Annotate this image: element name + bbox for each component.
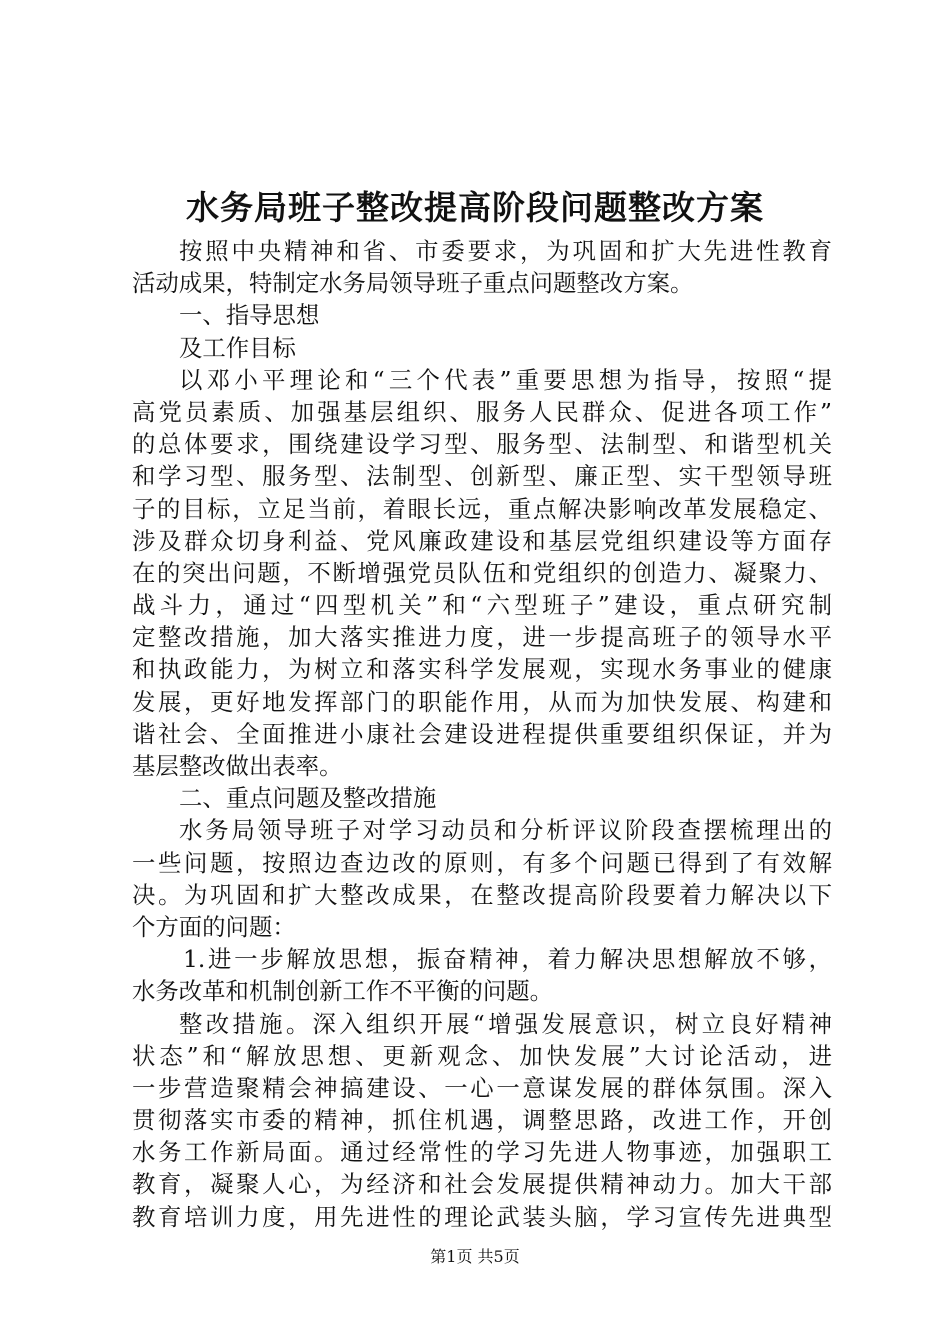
body-line: 贯彻落实市委的精神，抓住机遇，调整思路，改进工作，开创 xyxy=(132,1106,832,1135)
body-line: 状态”和“解放思想、更新观念、加快发展”大讨论活动，进 xyxy=(132,1041,832,1070)
body-line: 高党员素质、加强基层组织、服务人民群众、促进各项工作” xyxy=(132,397,832,426)
body-line: 整改措施。深入组织开展“增强发展意识，树立良好精神 xyxy=(179,1009,832,1038)
body-line: 水务工作新局面。通过经常性的学习先进人物事迹，加强职工 xyxy=(132,1138,832,1167)
body-line: 决。为巩固和扩大整改成果，在整改提高阶段要着力解决以下 xyxy=(132,880,832,909)
body-line: 战斗力，通过“四型机关”和“六型班子”建设，重点研究制 xyxy=(132,591,832,620)
body-line: 活动成果，特制定水务局领导班子重点问题整改方案。 xyxy=(132,269,694,298)
body-line: 在的突出问题，不断增强党员队伍和党组织的创造力、凝聚力、 xyxy=(132,558,832,587)
body-line: 水务改革和机制创新工作不平衡的问题。 xyxy=(132,977,554,1006)
body-line: 一步营造聚精会神搞建设、一心一意谋发展的群体氛围。深入 xyxy=(132,1073,832,1102)
body-line: 按照中央精神和省、市委要求，为巩固和扩大先进性教育 xyxy=(179,237,832,265)
body-line: 和学习型、服务型、法制型、创新型、廉正型、实干型领导班 xyxy=(132,462,832,491)
body-line: 以邓小平理论和“三个代表”重要思想为指导，按照“提 xyxy=(179,365,832,394)
body-line: 水务局领导班子对学习动员和分析评议阶段查摆梳理出的 xyxy=(179,816,832,845)
body-line: 个方面的问题： xyxy=(132,912,296,941)
body-line: 和执政能力，为树立和落实科学发展观，实现水务事业的健康 xyxy=(132,655,832,684)
body-line: 发展，更好地发挥部门的职能作用，从而为加快发展、构建和 xyxy=(132,687,832,716)
body-line: 教育培训力度，用先进性的理论武装头脑，学习宣传先进典型 xyxy=(132,1202,832,1231)
page-footer: 第1页 共5页 xyxy=(430,1247,520,1266)
body-line: 谐社会、全面推进小康社会建设进程提供重要组织保证，并为 xyxy=(132,719,832,748)
body-line: 的总体要求，围绕建设学习型、服务型、法制型、和谐型机关 xyxy=(132,430,832,459)
body-line: 一、指导思想 xyxy=(179,301,320,330)
document-title: 水务局班子整改提高阶段问题整改方案 xyxy=(186,188,764,227)
body-line: 教育，凝聚人心，为经济和社会发展提供精神动力。加大干部 xyxy=(132,1170,832,1199)
body-line: 定整改措施，加大落实推进力度，进一步提高班子的领导水平 xyxy=(132,623,832,652)
body-line: 子的目标，立足当前，着眼长远，重点解决影响改革发展稳定、 xyxy=(132,494,832,523)
body-line: 及工作目标 xyxy=(179,333,296,362)
body-line: 涉及群众切身利益、党风廉政建设和基层党组织建设等方面存 xyxy=(132,526,832,555)
body-line: 二、重点问题及整改措施 xyxy=(179,784,437,813)
body-line: 1.进一步解放思想，振奋精神，着力解决思想解放不够， xyxy=(183,945,832,974)
body-line: 基层整改做出表率。 xyxy=(132,752,343,780)
document-body xyxy=(132,235,832,1233)
body-line: 一些问题，按照边查边改的原则，有多个问题已得到了有效解 xyxy=(132,848,832,877)
